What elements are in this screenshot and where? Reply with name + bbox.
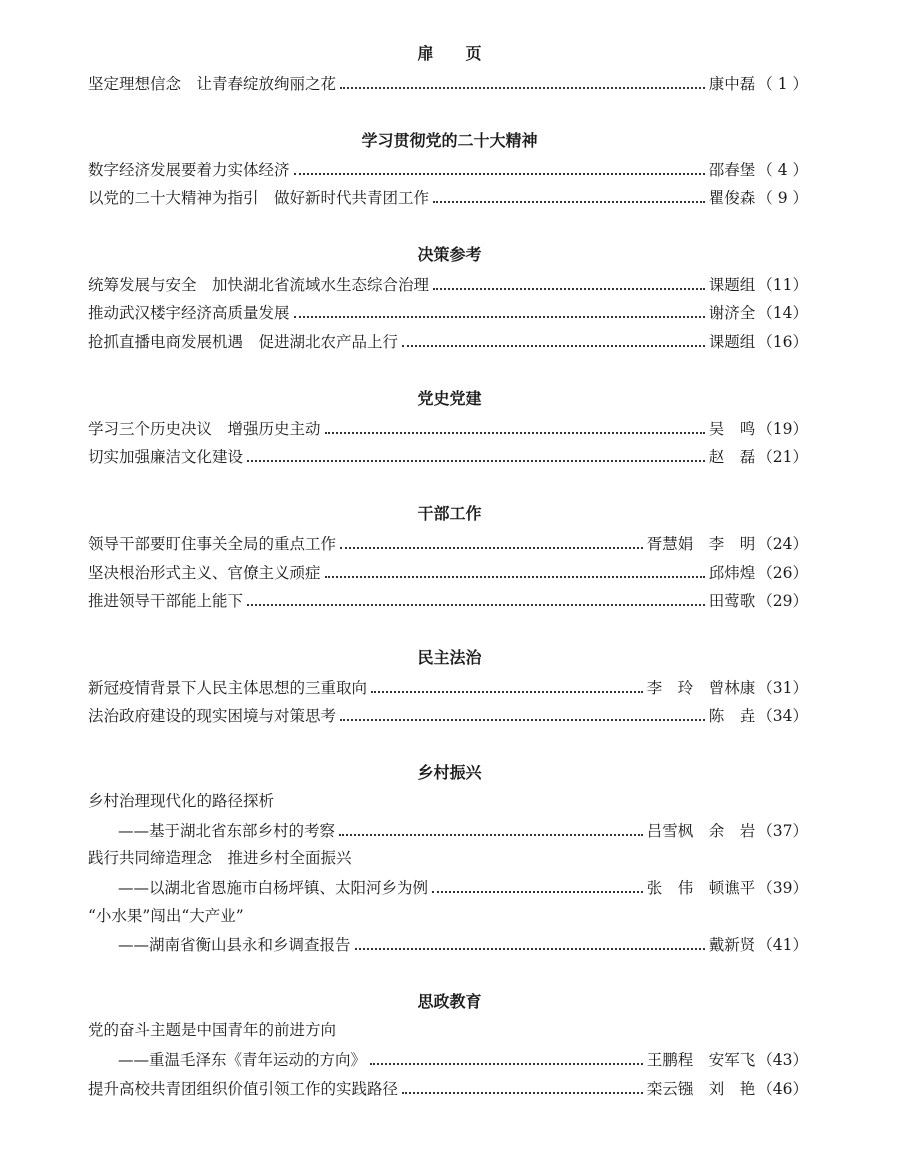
entry-author: 田莺歌: [708, 592, 756, 610]
entry-page: （ 9 ）: [757, 189, 808, 207]
dot-leader: [339, 833, 643, 836]
entry-author: 李 玲 曾林康: [646, 679, 756, 697]
entry-page: （11）: [757, 276, 808, 294]
toc-entry[interactable]: [88, 704, 808, 726]
toc-entry[interactable]: [88, 72, 808, 94]
entry-subtitle: ——以湖北省恩施市白杨坪镇、太阳河乡为例: [118, 879, 429, 897]
toc-entry[interactable]: [88, 676, 808, 698]
dot-leader: [325, 431, 705, 434]
entry-page: （41）: [757, 936, 808, 954]
entry-author: 瞿俊森: [708, 189, 756, 207]
dot-leader: [247, 603, 705, 606]
entry-page: （24）: [757, 535, 808, 553]
toc-entry[interactable]: [88, 1077, 808, 1099]
toc-entry[interactable]: [88, 561, 808, 583]
entry-page: （37）: [757, 822, 808, 840]
entry-author: 吕雪枫 余 岩: [646, 822, 756, 840]
section-title-feiye: 扉 页: [417, 44, 482, 63]
entry-author: 张 伟 顿谯平: [646, 879, 756, 897]
article-main-title[interactable]: “小水果”闯出“大产业”: [88, 907, 244, 925]
entry-page: （16）: [757, 333, 808, 351]
section-title-decision: 决策参考: [417, 245, 482, 264]
article-main-title[interactable]: 党的奋斗主题是中国青年的前进方向: [88, 1021, 337, 1039]
entry-title: 新冠疫情背景下人民主体思想的三重取向: [88, 679, 368, 697]
dot-leader: [325, 575, 705, 578]
entry-page: （46）: [757, 1080, 808, 1098]
toc-entry[interactable]: [88, 330, 808, 352]
entry-page: （21）: [757, 448, 808, 466]
entry-page: （29）: [757, 592, 808, 610]
dot-leader: [371, 690, 643, 693]
dot-leader: [402, 1091, 643, 1094]
entry-title: 领导干部要盯住事关全局的重点工作: [88, 535, 337, 553]
entry-page: （14）: [757, 304, 808, 322]
dot-leader: [433, 200, 705, 203]
entry-title: 坚定理想信念 让青春绽放绚丽之花: [88, 75, 337, 93]
entry-author: 邵春堡: [708, 161, 756, 179]
entry-page: （19）: [757, 420, 808, 438]
entry-author: 课题组: [708, 276, 756, 294]
dot-leader: [294, 315, 705, 318]
dot-leader: [355, 947, 705, 950]
entry-title: 数字经济发展要着力实体经济: [88, 161, 290, 179]
entry-author: 胥慧娟 李 明: [646, 535, 756, 553]
entry-author: 栾云镪 刘 艳: [646, 1080, 756, 1098]
entry-title: 推动武汉楼宇经济高质量发展: [88, 304, 290, 322]
dot-leader: [294, 172, 705, 175]
entry-author: 康中磊: [708, 75, 756, 93]
toc-entry[interactable]: [88, 158, 808, 180]
toc-entry[interactable]: [118, 876, 808, 898]
entry-author: 陈 垚: [708, 707, 756, 725]
section-title-party-history: 党史党建: [417, 389, 482, 408]
entry-title: 推进领导干部能上能下: [88, 592, 244, 610]
dot-leader: [340, 86, 705, 89]
entry-author: 谢济全: [708, 304, 756, 322]
entry-title: 提升高校共青团组织价值引领工作的实践路径: [88, 1080, 399, 1098]
toc-entry[interactable]: [88, 589, 808, 611]
toc-entry[interactable]: [88, 417, 808, 439]
entry-subtitle: ——湖南省衡山县永和乡调查报告: [118, 936, 351, 954]
toc-entry[interactable]: [88, 186, 808, 208]
toc-entry[interactable]: [118, 819, 808, 841]
dot-leader: [340, 718, 705, 721]
entry-subtitle: ——基于湖北省东部乡村的考察: [118, 822, 336, 840]
entry-subtitle: ——重温毛泽东《青年运动的方向》: [118, 1051, 367, 1069]
section-title-study: 学习贯彻党的二十大精神: [361, 131, 538, 150]
toc-entry[interactable]: [118, 1048, 808, 1070]
entry-page: （31）: [757, 679, 808, 697]
entry-author: 戴新贤: [708, 936, 756, 954]
entry-page: （43）: [757, 1051, 808, 1069]
entry-title: 坚决根治形式主义、官僚主义顽症: [88, 564, 321, 582]
section-title-democracy-law: 民主法治: [417, 648, 482, 667]
toc-entry[interactable]: [118, 933, 808, 955]
toc-entry[interactable]: [88, 301, 808, 323]
entry-title: 法治政府建设的现实困境与对策思考: [88, 707, 337, 725]
section-title-ideology: 思政教育: [417, 992, 482, 1011]
entry-page: （26）: [757, 564, 808, 582]
entry-title: 抢抓直播电商发展机遇 促进湖北农产品上行: [88, 333, 399, 351]
entry-author: 课题组: [708, 333, 756, 351]
section-title-cadre: 干部工作: [417, 504, 482, 523]
toc-entry[interactable]: [88, 273, 808, 295]
article-main-title[interactable]: 乡村治理现代化的路径探析: [88, 792, 275, 810]
entry-author: 邱炜煌: [708, 564, 756, 582]
entry-author: 王鹏程 安军飞: [646, 1051, 756, 1069]
dot-leader: [370, 1062, 643, 1065]
dot-leader: [340, 546, 643, 549]
dot-leader: [402, 344, 705, 347]
entry-author: 赵 磊: [708, 448, 756, 466]
toc-entry[interactable]: [88, 532, 808, 554]
dot-leader: [433, 287, 705, 290]
entry-page: （34）: [757, 707, 808, 725]
entry-title: 统筹发展与安全 加快湖北省流域水生态综合治理: [88, 276, 430, 294]
toc-entry[interactable]: [88, 445, 808, 467]
entry-title: 学习三个历史决议 增强历史主动: [88, 420, 321, 438]
entry-page: （ 4 ）: [757, 161, 808, 179]
dot-leader: [247, 459, 705, 462]
entry-page: （ 1 ）: [757, 75, 808, 93]
entry-title: 切实加强廉洁文化建设: [88, 448, 244, 466]
section-title-rural: 乡村振兴: [417, 763, 482, 782]
article-main-title[interactable]: 践行共同缔造理念 推进乡村全面振兴: [88, 849, 352, 867]
entry-page: （39）: [757, 879, 808, 897]
entry-author: 吴 鸣: [708, 420, 756, 438]
dot-leader: [432, 890, 643, 893]
entry-title: 以党的二十大精神为指引 做好新时代共青团工作: [88, 189, 430, 207]
